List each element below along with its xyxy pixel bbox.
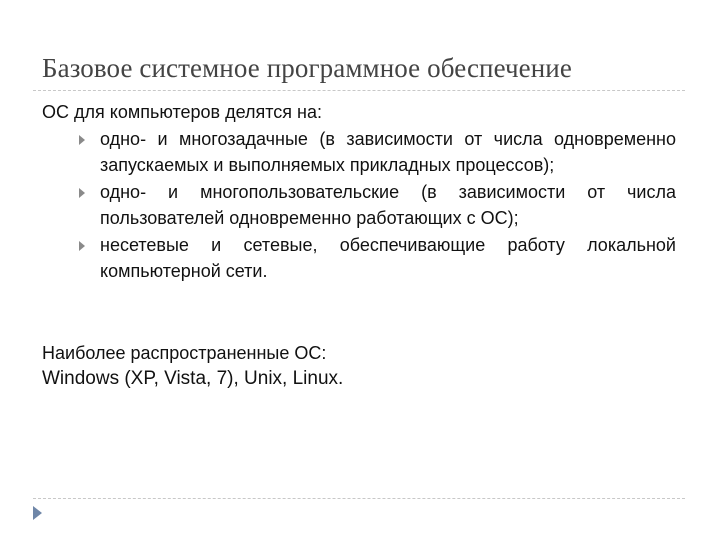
list-item [42,232,676,285]
triangle-right-icon [79,241,85,251]
os-examples-list: Windows (XP, Vista, 7), Unix, Linux. [42,368,344,389]
os-examples-heading: Наиболее распространенные ОС: [42,343,327,363]
intro-text: ОС для компьютеров делятся на: [42,102,322,122]
bullet-text: несетевые и сетевые, обеспечивающие работу локальной компьютерной сети. [100,234,676,281]
title-divider [33,90,685,91]
bullet-text: одно- и многозадачные (в зависимости от числа одновременно запускаемых и выполняемых прикладных процессов); [100,128,676,175]
list-item [42,126,676,179]
triangle-right-icon [79,188,85,198]
bullet-list [42,126,676,285]
bullet-text: одно- и многопользовательские (в зависимости от числа пользователей одновременно работающих с ОС); [100,181,676,228]
slide-title: Базовое системное программное обеспечение [42,53,572,83]
triangle-right-icon [79,135,85,145]
footer-divider [33,498,685,499]
next-slide-arrow-icon[interactable] [33,506,42,520]
slide-content [42,99,676,285]
os-examples [42,340,642,392]
list-item [42,179,676,232]
